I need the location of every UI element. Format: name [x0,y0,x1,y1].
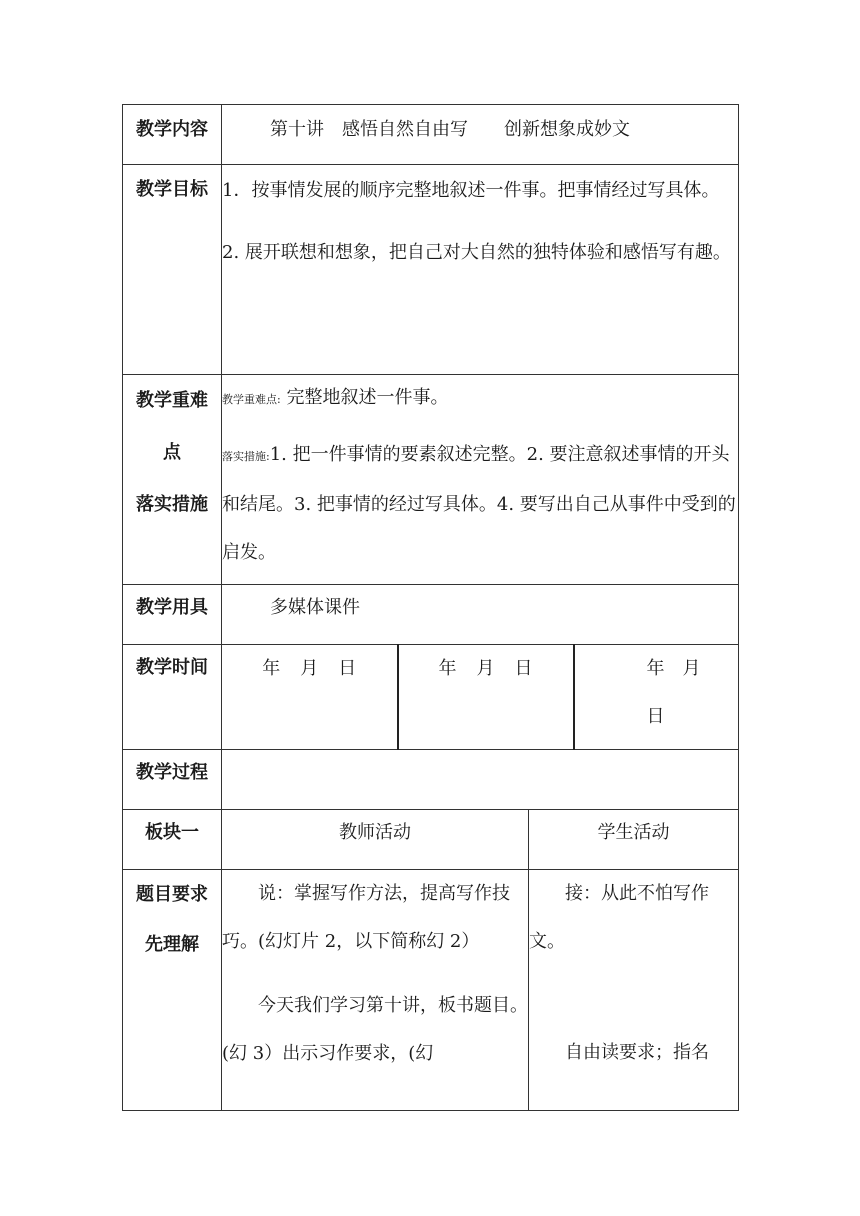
student-paragraph-2: 自由读要求；指名 [565,1042,709,1063]
block1-student-cell [529,870,739,1111]
time-slot-1-month: 月 [300,658,319,679]
block1-label-line2: 先理解 [145,934,199,955]
row-process [123,750,739,810]
time-slot-3-month: 月 [682,658,701,679]
measures-line [222,431,738,577]
difficulty-prefix: 教学重难点: [222,393,281,406]
teacher-activity-header: 教师活动 [222,810,529,870]
row-key-points [123,375,739,585]
row-tools [123,585,739,645]
teacher-paragraph-2: 今天我们学习第十讲，板书题目。(幻 3）出示习作要求，(幻 [222,995,528,1064]
teacher-paragraph-1: 说：掌握写作方法，提高写作技巧。(幻灯片 2，以下简称幻 2） [222,883,510,952]
time-slot-2-day: 日 [514,658,533,679]
key-label-line2: 点 [163,442,181,463]
row-time [123,645,739,750]
time-slot-2-year: 年 [438,658,457,679]
key-label [123,375,222,585]
measures-prefix: 落实措施: [222,450,270,463]
block1-label-line1: 题目要求 [136,884,208,905]
time-slot-2 [398,645,574,750]
tools-label: 教学用具 [123,585,222,645]
time-slot-1-day: 日 [338,658,357,679]
content-label: 教学内容 [123,105,222,165]
student-paragraph-1: 接：从此不怕写作文。 [529,883,709,952]
goals-cell [222,165,739,375]
block1-label [123,870,222,1111]
measures-text: 1. 把一件事情的要素叙述完整。2. 要注意叙述事情的开头和结尾。3. 把事情的经过写具体。4. 要写出自己从事件中受到的启发。 [222,444,736,563]
process-label: 教学过程 [123,750,222,810]
process-cell [222,750,739,810]
time-label: 教学时间 [123,645,222,750]
lesson-plan-table [122,104,739,1111]
time-slot-1-year: 年 [262,658,281,679]
goal-item-2: 2. 展开联想和想象，把自己对大自然的独特体验和感悟写有趣。 [222,242,731,263]
difficulty-text: 完整地叙述一件事。 [286,387,449,408]
time-slot-3-day: 日 [646,706,665,727]
time-slot-3-year: 年 [646,658,665,679]
goal-item-1: 1．按事情发展的顺序完整地叙述一件事。把事情经过写具体。 [222,180,720,201]
time-slot-3 [574,645,739,750]
time-slot-1 [222,645,398,750]
student-activity-header: 学生活动 [529,810,739,870]
row-block1 [123,870,739,1111]
block1-teacher-cell [222,870,529,1111]
difficulty-line [222,375,738,423]
row-block-header [123,810,739,870]
content-value: 第十讲 感悟自然自由写 创新想象成妙文 [222,105,739,165]
time-slot-2-month: 月 [476,658,495,679]
tools-value: 多媒体课件 [222,585,739,645]
key-label-line3: 落实措施 [136,494,208,515]
row-content [123,105,739,165]
key-label-line1: 教学重难 [136,390,208,411]
key-cell [222,375,739,585]
goals-label: 教学目标 [123,165,222,375]
block-label: 板块一 [123,810,222,870]
row-goals [123,165,739,375]
